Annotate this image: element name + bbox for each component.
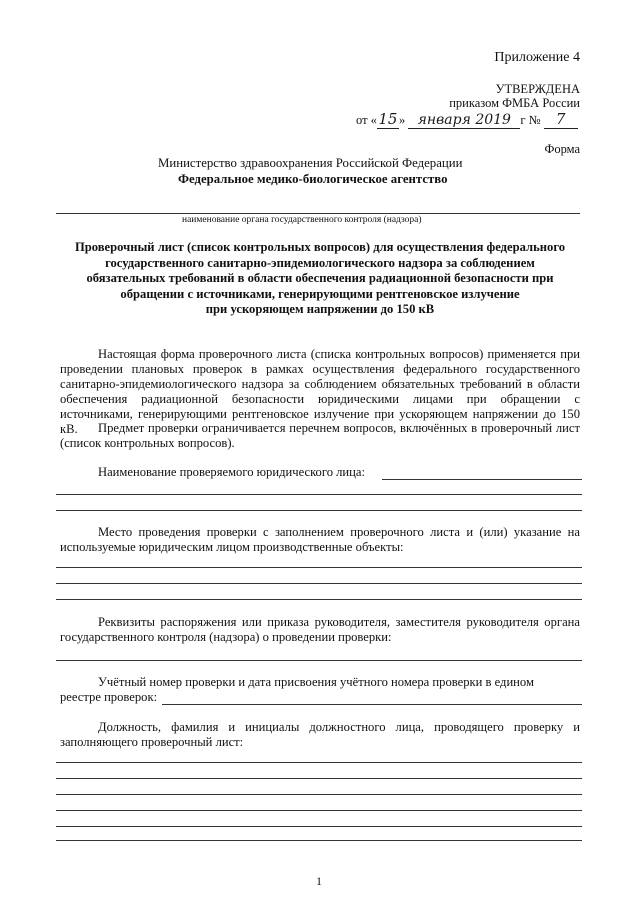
title-line: обращении с источниками, генерирующими рентгеновское излучение [120,286,520,301]
order-details-label: Реквизиты распоряжения или приказа руководителя, заместителя руководителя органа государственного контроля (надзора) о проведении проверки: [60,615,580,644]
date-month-year: января 2019 [408,112,520,129]
form-label: Форма [544,142,580,156]
order-details-input-line[interactable] [56,660,582,661]
legal-entity-label: Наименование проверяемого юридического лица: [98,465,365,479]
subject-paragraph: Предмет проверки ограничивается перечнем вопросов, включённых в проверочный лист (список контрольных вопросов). [60,421,580,450]
order-of-label: приказом ФМБА России [449,96,580,110]
legal-entity-input-line[interactable] [382,479,582,480]
official-input-line[interactable] [56,778,582,779]
date-suffix: г № [520,113,541,127]
title-line: Проверочный лист (список контрольных вопросов) для осуществления федерального [74,240,566,254]
place-label: Место проведения проверки с заполнением проверочного листа и (или) указание на используемые юридическим лицом производственные объекты: [60,525,580,554]
official-input-line[interactable] [56,810,582,811]
place-input-line[interactable] [56,599,582,600]
order-date-line [356,110,578,129]
page-number: 1 [316,874,322,888]
official-input-line[interactable] [56,826,582,827]
document-title [56,240,584,318]
legal-entity-extra-line[interactable] [56,494,582,495]
approved-label: УТВЕРЖДЕНА [495,82,580,96]
registration-label-line2: реестре проверок: [60,690,158,704]
date-mid: » [398,113,406,127]
registration-label-line1: Учётный номер проверки и дата присвоения учётного номера проверки в едином [98,675,534,689]
control-body-caption: наименование органа государственного контроля (надзора) [182,215,422,225]
date-prefix: от « [356,113,377,127]
control-body-line [56,213,580,214]
official-input-line[interactable] [56,794,582,795]
registration-input-line[interactable] [162,704,582,705]
official-input-line[interactable] [56,762,582,763]
official-input-line[interactable] [56,840,582,841]
title-line: при ускоряющем напряжении до 150 кВ [205,302,435,316]
title-line: обязательных требований в области обеспечения радиационной безопасности при [86,271,554,285]
order-number: 7 [544,110,578,129]
place-input-line[interactable] [56,567,582,568]
intro-paragraph: Настоящая форма проверочного листа (списка контрольных вопросов) применяется при проведении плановых проверок в рамках осуществления федерального государственного санитарно-эпидемиологического надзора за соблюдением обязательных требований в области обеспечения радиационной безопасности юридическими лицами при обращении с источниками, генерирующими рентгеновское излучение при ускоряющем напряжении до 150 кВ. [60,347,580,436]
appendix-label: Приложение 4 [494,50,580,65]
legal-entity-extra-line[interactable] [56,510,582,511]
place-input-line[interactable] [56,583,582,584]
ministry-name: Министерство здравоохранения Российской Федерации [158,156,463,170]
official-label: Должность, фамилия и инициалы должностного лица, проводящего проверку и заполняющего проверочный лист: [60,720,580,749]
title-line: государственного санитарно-эпидемиологического надзора за соблюдением [105,255,535,270]
date-day: 15 [378,110,398,128]
agency-name: Федеральное медико-биологическое агентство [178,172,448,186]
